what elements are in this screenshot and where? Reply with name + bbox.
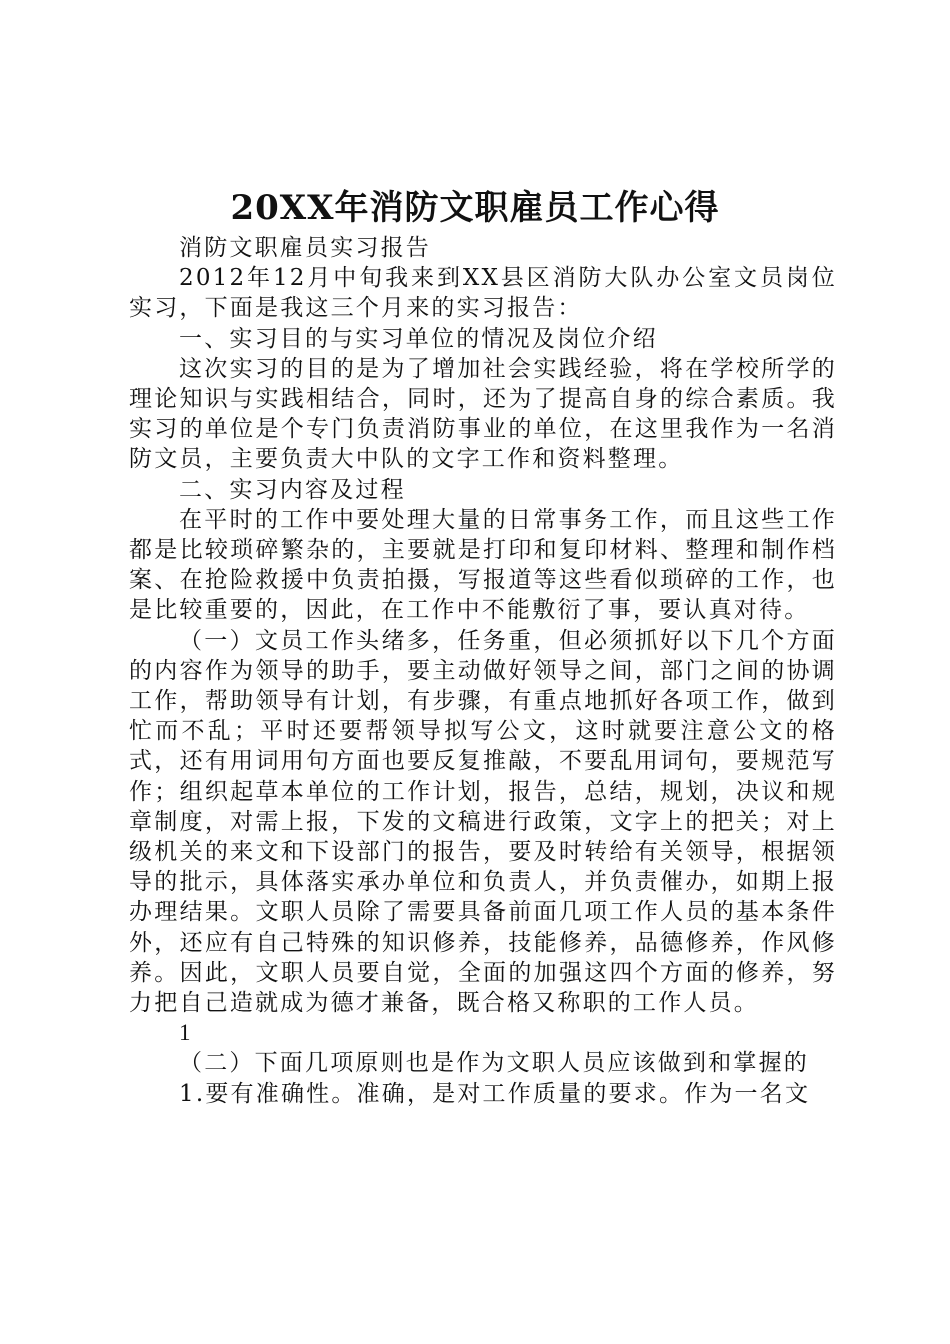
paragraph-purpose: 这次实习的目的是为了增加社会实践经验，将在学校所学的理论知识与实践相结合，同时，还为了提高自身的综合素质。我实习的单位是个专门负责消防事业的单位，在这里我作为一名消防文员，主要负责大中队的文字工作和资料整理。	[129, 355, 837, 473]
page-number: 1	[179, 1020, 191, 1046]
subsection-heading-2: （二）下面几项原则也是作为文职人员应该做到和掌握的	[179, 1050, 809, 1077]
paragraph-daily-work: 在平时的工作中要处理大量的日常事务工作，而且这些工作都是比较琐碎繁杂的，主要就是打印和复印材料、整理和制作档案、在抢险救援中负责拍摄，写报道等这些看似琐碎的工作，也是比较重要的，因此，在工作中不能敷衍了事，要认真对待。	[129, 506, 837, 624]
paragraph-clerk-duties: （一）文员工作头绪多，任务重，但必须抓好以下几个方面的内容作为领导的助手，要主动做好领导之间，部门之间的协调工作，帮助领导有计划，有步骤，有重点地抓好各项工作，做到忙而不乱；平时还要帮领导拟写公文，这时就要注意公文的格式，还有用词用句方面也要反复推敲，不要乱用词句，要规范写作；组织起草本单位的工作计划，报告，总结，规划，决议和规章制度，对需上报，下发的文稿进行政策，文字上的把关；对上级机关的来文和下设部门的报告，要及时转给有关领导，根据领导的批示，具体落实承办单位和负责人，并负责催办，如期上报办理结果。文职人员除了需要具备前面几项工作人员的基本条件外，还应有自己特殊的知识修养，技能修养，品德修养，作风修养。因此，文职人员要自觉，全面的加强这四个方面的修养，努力把自己造就成为德才兼备，既合格又称职的工作人员。	[129, 627, 837, 1017]
paragraph-report-heading: 消防文职雇员实习报告	[179, 235, 431, 261]
document-body	[129, 233, 837, 1109]
section-heading-1: 一、实习目的与实习单位的情况及岗位介绍	[179, 325, 658, 352]
section-heading-2: 二、实习内容及过程	[179, 476, 406, 503]
document-title: 20XX年消防文职雇员工作心得	[230, 188, 720, 228]
paragraph-accuracy: 1.要有准确性。准确，是对工作质量的要求。作为一名文	[179, 1080, 811, 1107]
paragraph-intro: 2012年12月中旬我来到XX县区消防大队办公室文员岗位实习，下面是我这三个月来的实习报告：	[129, 265, 837, 322]
